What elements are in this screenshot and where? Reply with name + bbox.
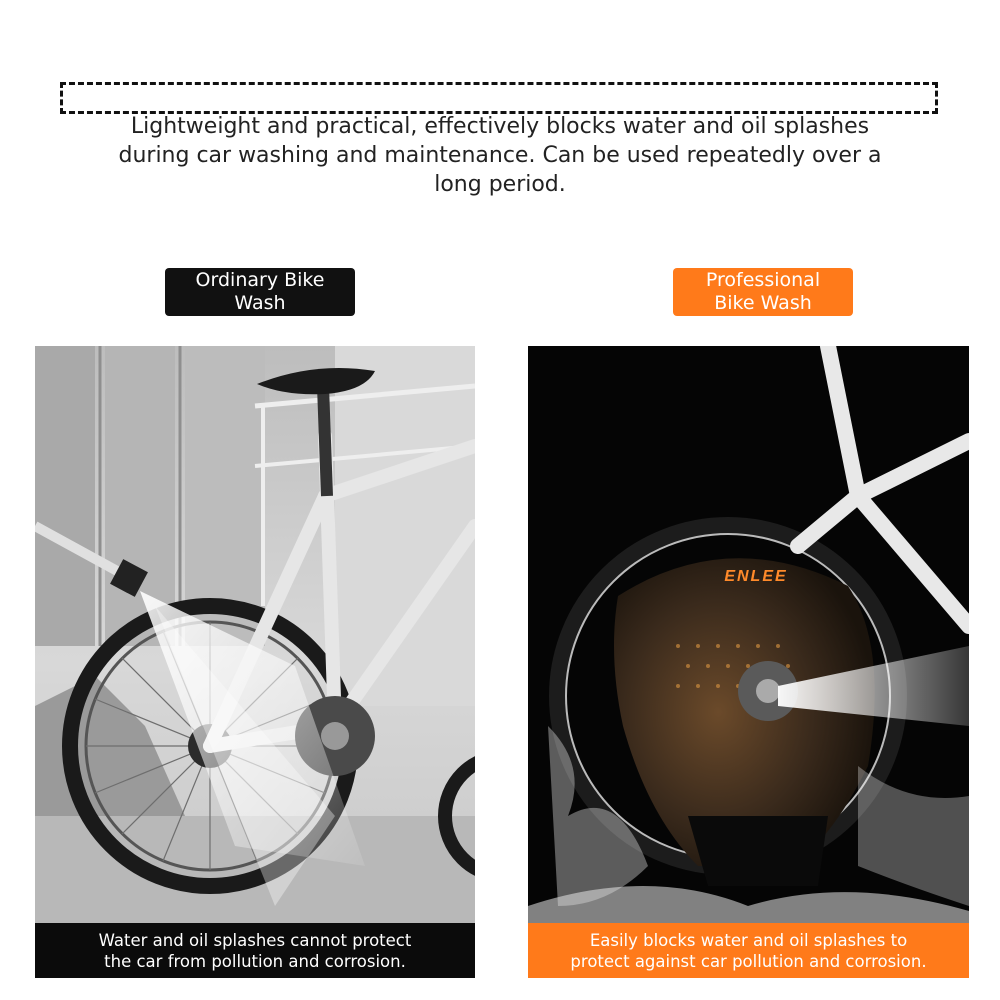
intro-text (60, 112, 940, 199)
professional-wash-label (673, 268, 853, 316)
intro-line-3: long period. (434, 172, 566, 197)
ordinary-bike-illustration (35, 346, 475, 978)
professional-wash-caption (528, 923, 969, 978)
ordinary-wash-caption (35, 923, 475, 978)
professional-caption-line-2: protect against car pollution and corrosion. (570, 951, 927, 971)
ordinary-wash-photo (35, 346, 475, 978)
ordinary-caption-line-2: the car from pollution and corrosion. (104, 951, 406, 971)
ordinary-wash-label (165, 268, 355, 316)
brand-logo: ENLEE (724, 568, 788, 585)
intro-line-2: during car washing and maintenance. Can be used repeatedly over a (118, 143, 882, 168)
professional-bike-illustration (528, 346, 969, 978)
intro-line-1: Lightweight and practical, effectively blocks water and oil splashes (130, 114, 870, 139)
ordinary-caption-line-1: Water and oil splashes cannot protect (98, 930, 412, 950)
professional-caption-line-1: Easily blocks water and oil splashes to (589, 930, 908, 950)
professional-wash-photo (528, 346, 969, 978)
dashed-header-strip (60, 82, 938, 114)
professional-label-line-2: Bike Wash (714, 292, 812, 314)
ordinary-label-line-1: Ordinary Bike (195, 269, 325, 291)
ordinary-label-line-2: Wash (234, 292, 286, 314)
professional-label-line-1: Professional (705, 269, 821, 291)
